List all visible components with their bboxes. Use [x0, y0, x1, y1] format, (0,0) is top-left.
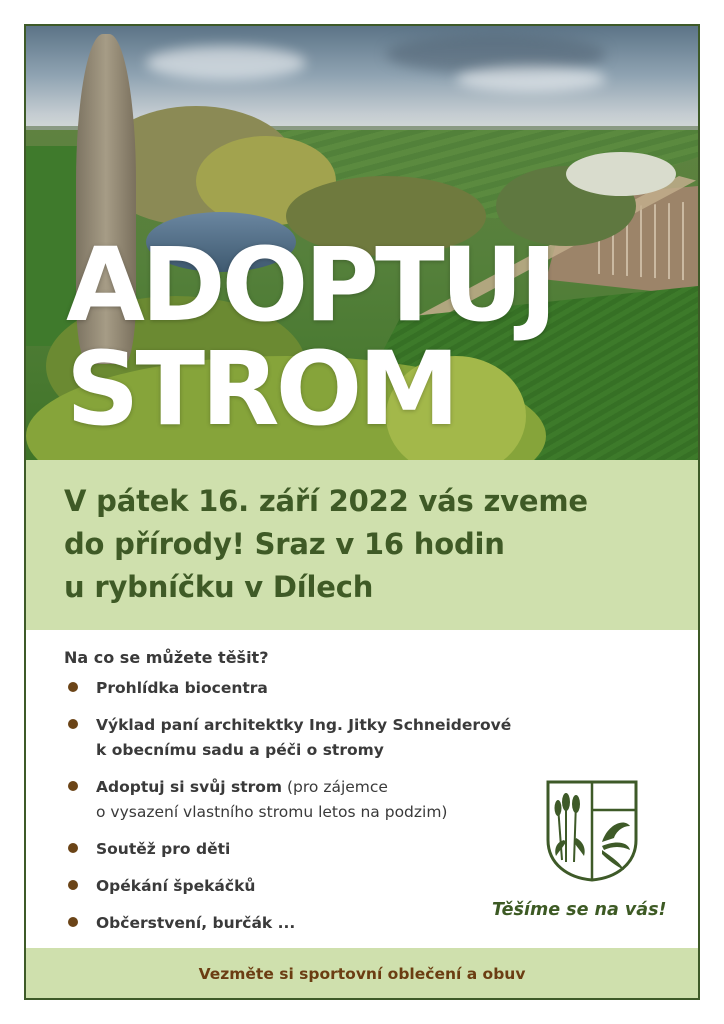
item-line	[96, 911, 524, 936]
item-line	[96, 738, 524, 763]
round-bullet-icon	[68, 682, 78, 692]
item-bold-text: Občerstvení, burčák ...	[96, 914, 296, 932]
title-line: ADOPTUJ	[66, 226, 554, 345]
item-bold-text: Soutěž pro děti	[96, 840, 231, 858]
footer-note: Vezměte si sportovní oblečení a obuv	[198, 965, 526, 983]
round-bullet-icon	[68, 781, 78, 791]
poster-title	[66, 226, 666, 449]
title-line: STROM	[66, 330, 456, 449]
round-bullet-icon	[68, 880, 78, 890]
cloud	[146, 46, 306, 80]
list-item	[64, 837, 524, 862]
item-line	[96, 874, 524, 899]
hero-photo	[26, 26, 698, 460]
item-normal-text: (pro zájemce	[282, 778, 388, 796]
list-item	[64, 676, 524, 701]
program-section	[26, 630, 698, 948]
invitation-line: do přírody! Sraz v 16 hodin	[64, 527, 505, 561]
item-line	[96, 775, 524, 800]
slogan: Těšíme se na vás!	[492, 900, 667, 920]
list-item	[64, 713, 524, 763]
list-item	[64, 911, 524, 936]
item-bold-text: Prohlídka biocentra	[96, 679, 268, 697]
list-item	[64, 775, 524, 825]
item-line	[96, 676, 524, 701]
invitation-line: u rybníčku v Dílech	[64, 570, 374, 604]
program-heading: Na co se můžete těšit?	[64, 648, 269, 667]
round-bullet-icon	[68, 719, 78, 729]
footer-band	[26, 948, 698, 1000]
item-line	[96, 800, 524, 825]
item-bold-text: Výklad paní architektky Ing. Jitky Schneiderové	[96, 716, 512, 734]
program-list	[64, 676, 524, 948]
item-normal-text: o vysazení vlastního stromu letos na podzim)	[96, 803, 448, 821]
item-bold-text: Opékání špekáčků	[96, 877, 256, 895]
list-item	[64, 874, 524, 899]
item-line	[96, 837, 524, 862]
item-line	[96, 713, 524, 738]
item-bold-text: k obecnímu sadu a péči o stromy	[96, 741, 384, 759]
item-bold-text: Adoptuj si svůj strom	[96, 778, 283, 796]
invitation-band	[26, 460, 698, 630]
municipal-coat-of-arms-icon	[546, 780, 638, 882]
poster	[24, 24, 700, 1000]
round-bullet-icon	[68, 917, 78, 927]
cloud	[456, 66, 606, 92]
invitation-line: V pátek 16. září 2022 vás zveme	[64, 484, 588, 518]
round-bullet-icon	[68, 843, 78, 853]
blossom-trees	[566, 152, 676, 196]
